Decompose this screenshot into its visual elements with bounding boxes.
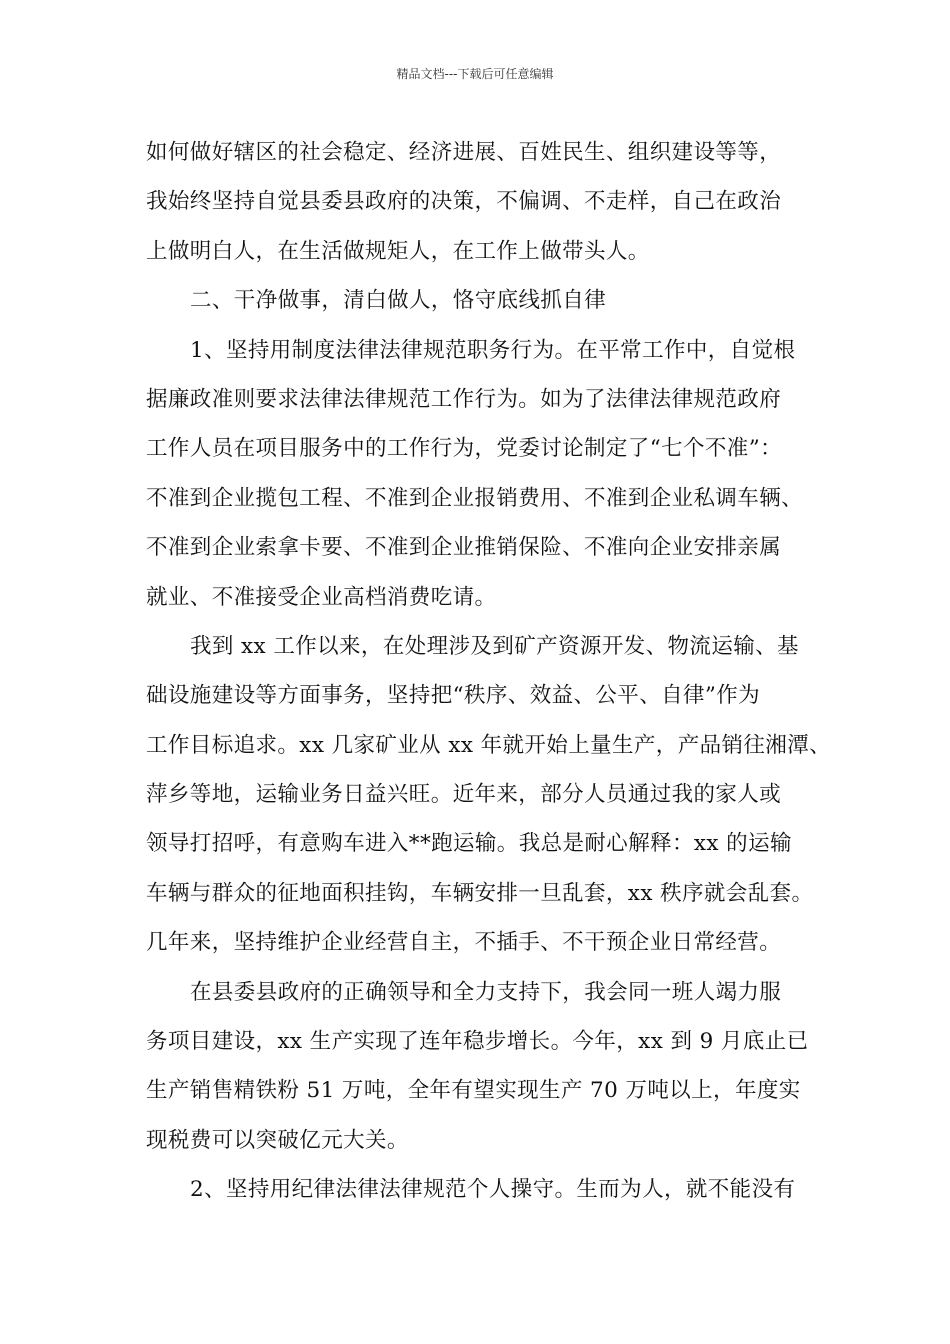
paragraph-start: 我到 xx 工作以来，在处理涉及到矿产资源开发、物流运输、基 xyxy=(190,633,799,659)
text-line: 就业、不准接受企业高档消费吃请。 xyxy=(146,584,497,610)
text-line: 据廉政准则要求法律法律规范工作行为。如为了法律法律规范政府 xyxy=(146,386,782,412)
text-line: 不准到企业揽包工程、不准到企业报销费用、不准到企业私调车辆、 xyxy=(146,485,804,511)
text-line: 我始终坚持自觉县委县政府的决策，不偏调、不走样，自己在政治 xyxy=(146,189,782,215)
text-line: 几年来，坚持维护企业经营自主，不插手、不干预企业日常经营。 xyxy=(146,930,782,956)
text-line: 如何做好辖区的社会稳定、经济进展、百姓民生、组织建设等等， xyxy=(146,140,782,165)
page-header: 精品文档---下载后可任意编辑 xyxy=(396,67,554,81)
document-body xyxy=(146,128,830,1215)
paragraph-start: 在县委县政府的正确领导和全力支持下，我会同一班人竭力服 xyxy=(190,979,782,1005)
text-line: 工作目标追求。xx 几家矿业从 xx 年就开始上量生产，产品销往湘潭、 xyxy=(146,732,832,758)
paragraph-start: 1、坚持用制度法律法律规范职务行为。在平常工作中，自觉根 xyxy=(190,337,796,363)
section-heading: 二、干净做事，清白做人，恪守底线抓自律 xyxy=(190,288,607,314)
text-line: 务项目建设，xx 生产实现了连年稳步增长。今年，xx 到 9 月底止已 xyxy=(146,1029,809,1055)
text-line: 领导打招呼，有意购车进入**跑运输。我总是耐心解释：xx 的运输 xyxy=(146,831,792,857)
text-line: 不准到企业索拿卡要、不准到企业推销保险、不准向企业安排亲属 xyxy=(146,535,782,561)
text-line: 现税费可以突破亿元大关。 xyxy=(146,1127,409,1153)
text-line: 工作人员在项目服务中的工作行为，党委讨论制定了“七个不准”： xyxy=(146,436,782,462)
text-line: 础设施建设等方面事务，坚持把“秩序、效益、公平、自律”作为 xyxy=(146,683,761,709)
paragraph-start: 2、坚持用纪律法律法律规范个人操守。生而为人，就不能没有 xyxy=(190,1177,796,1203)
text-line: 车辆与群众的征地面积挂钩，车辆安排一旦乱套，xx 秩序就会乱套。 xyxy=(146,880,814,906)
text-line: 生产销售精铁粉 51 万吨，全年有望实现生产 70 万吨以上，年度实 xyxy=(146,1078,801,1104)
text-line: 上做明白人，在生活做规矩人，在工作上做带头人。 xyxy=(146,238,650,264)
text-line: 萍乡等地，运输业务日益兴旺。近年来，部分人员通过我的家人或 xyxy=(146,782,782,808)
